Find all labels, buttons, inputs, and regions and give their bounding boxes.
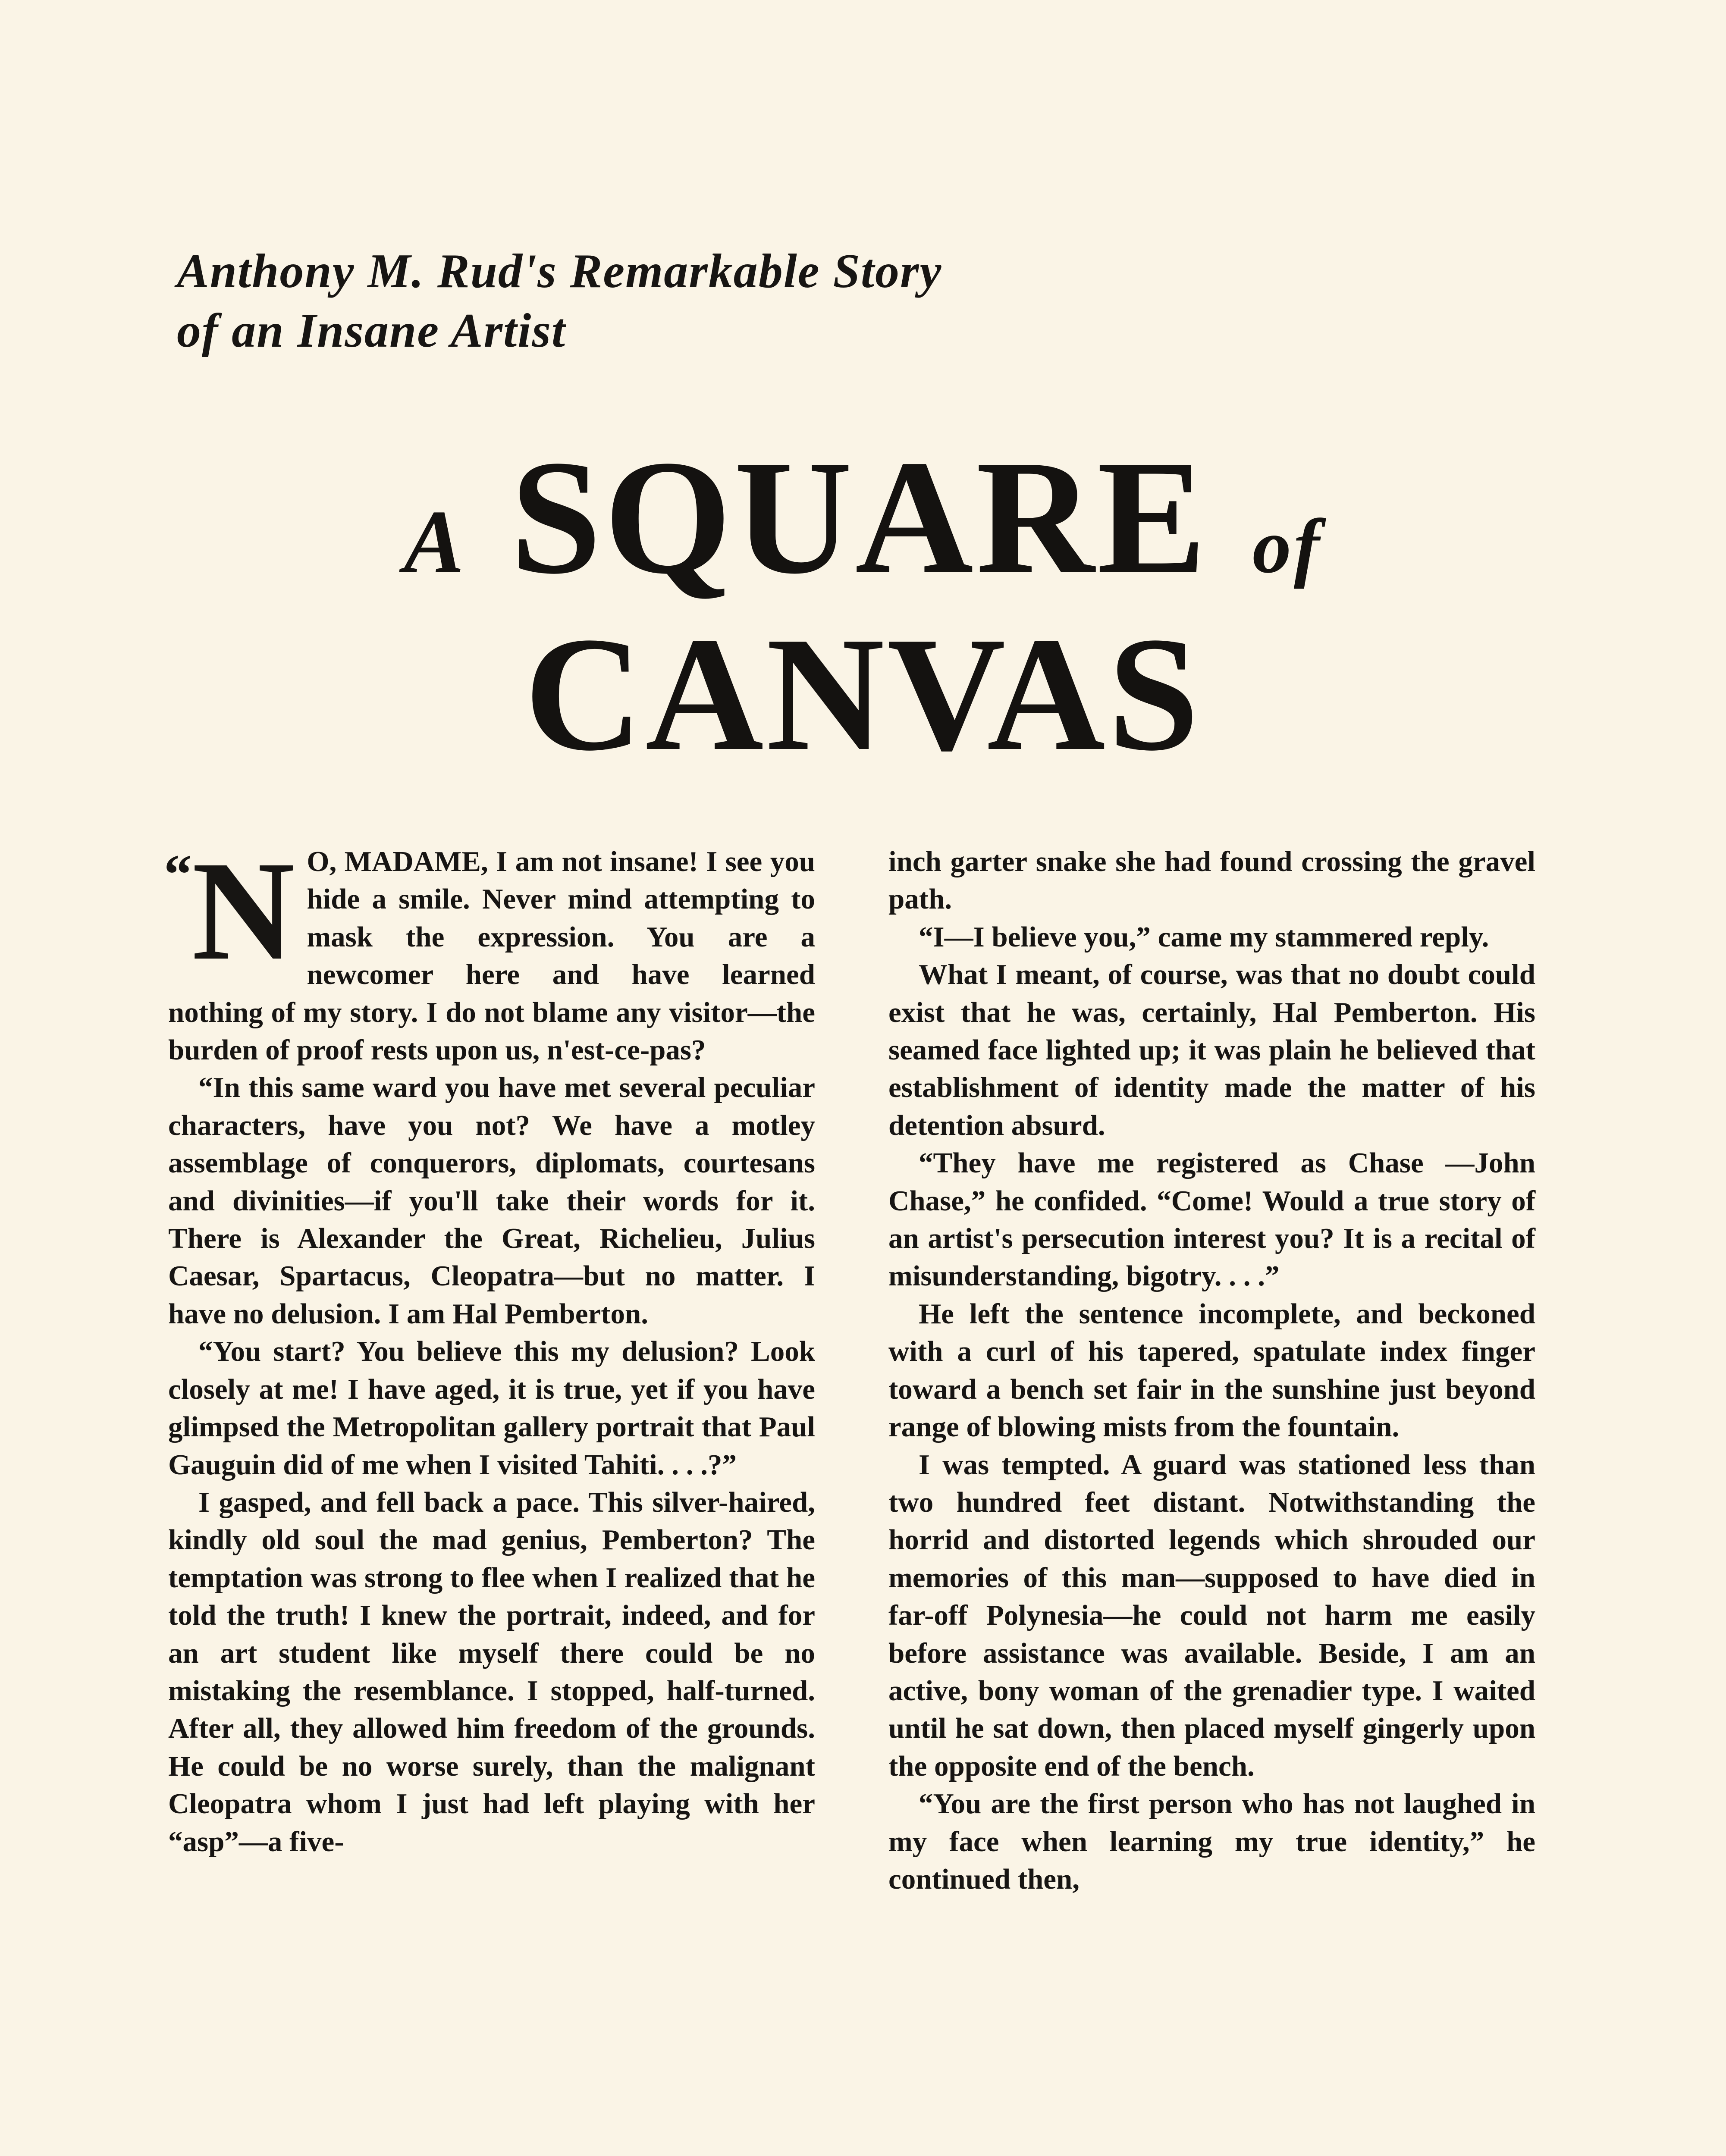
headline-word-canvas: CANVAS: [524, 603, 1202, 785]
paragraph: What I meant, of course, was that no doubt could exist that he was, certainly, Hal Pemberton. His seamed face lighted up; it was plain he believed that establishment of identity made the matter of his detention absurd.: [888, 959, 1535, 1141]
paragraph: “They have me registered as Chase —John Chase,” he confided. “Come! Would a true story of an artist's persecution interest you? It is a recital of misunderstanding, bigotry. . . .”: [888, 1147, 1535, 1292]
paragraph: He left the sentence incomplete, and beckoned with a curl of his tapered, spatulate index finger toward a bench set fair in the sunshine just beyond range of blowing mists from the fountain.: [888, 1297, 1535, 1443]
headline-word-of: of: [1252, 503, 1322, 589]
headline-word-a: A: [404, 492, 467, 592]
headline-line-2: [0, 604, 1726, 785]
story-subtitle: [177, 241, 1341, 360]
story-right-column: [888, 843, 1535, 1898]
story-left-column: [164, 832, 815, 1861]
paragraph: “I—I believe you,” came my stammered reply.: [919, 921, 1489, 953]
paragraph: “You are the first person who has not laughed in my face when learning my true identity,” he continued then,: [888, 1788, 1535, 1895]
paragraph: O, MADAME, I am not insane! I see you hide a smile. Never mind attempting to mask the expression. You are a newcomer here and have learned nothing of my story. I do not blame any visitor—the burden of proof rests upon us, n'est-ce-pas?: [168, 846, 815, 1066]
headline-word-square: SQUARE: [510, 426, 1209, 608]
subtitle-line-2: of an Insane Artist: [177, 304, 566, 357]
drop-cap-letter: N: [192, 832, 295, 990]
paragraph: I gasped, and fell back a pace. This silver-haired, kindly old soul the mad genius, Pemberton? The temptation was strong to flee when I realized that he told the truth! I knew the portrait, indeed, and for an art student like myself there could be no mistaking the resemblance. I stopped, half-turned. After all, they allowed him freedom of the grounds. He could be no worse surely, than the malignant Cleopatra whom I just had left playing with her “asp”—a five-: [168, 1486, 815, 1858]
paragraph: inch garter snake she had found crossing the gravel path.: [888, 846, 1535, 915]
paragraph: “You start? You believe this my delusion? Look closely at me! I have aged, it is true, yet if you have glimpsed the Metropolitan gallery portrait that Paul Gauguin did of me when I visited Tahiti. . . .?”: [168, 1335, 815, 1481]
subtitle-line-1: Anthony M. Rud's Remarkable Story: [177, 244, 942, 298]
paragraph: “In this same ward you have met several peculiar characters, have you not? We have a motley assemblage of conquerors, diplomats, courtesans and divinities—if you'll take their words for it. There is Alexander the Great, Richelieu, Julius Caesar, Spartacus, Cleopatra—but no matter. I have no delusion. I am Hal Pemberton.: [168, 1072, 815, 1330]
drop-cap: [164, 832, 295, 990]
drop-cap-quote: “: [164, 843, 192, 906]
paragraph: I was tempted. A guard was stationed less than two hundred feet distant. Notwithstanding the horrid and distorted legends which shrouded our memories of this man—supposed to have died in far-off Polynesia—he could not harm me easily before assistance was available. Beside, I am an active, bony woman of the grenadier type. I waited until he sat down, then placed myself gingerly upon the opposite end of the bench.: [888, 1448, 1535, 1782]
